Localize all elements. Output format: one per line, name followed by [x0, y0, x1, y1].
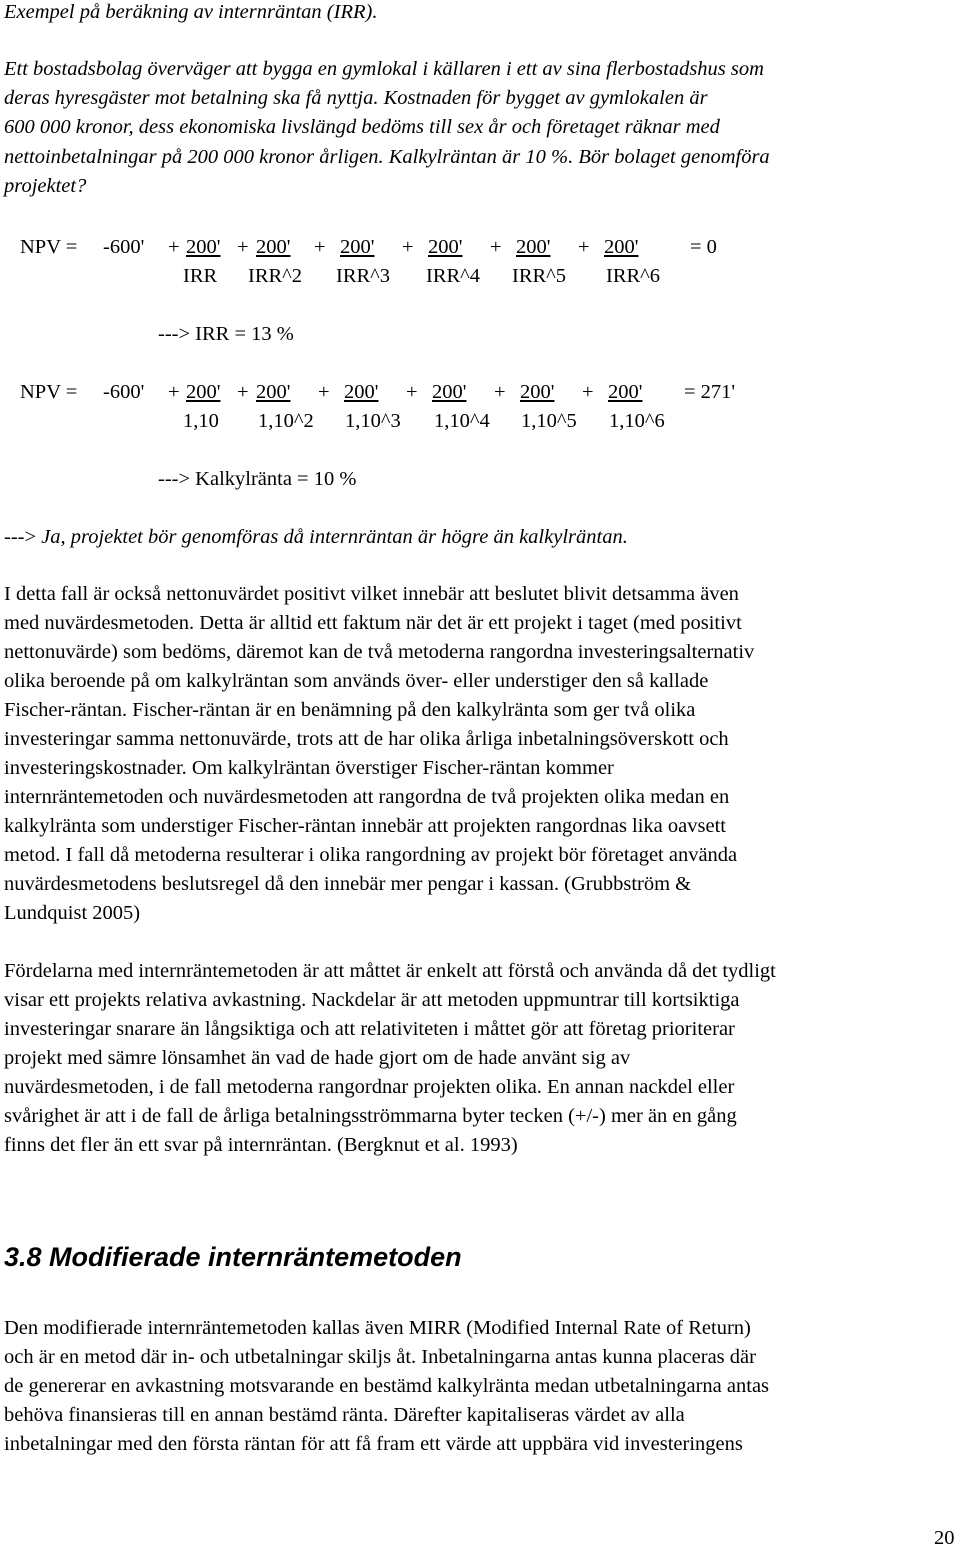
plus-sign: +: [237, 381, 249, 403]
paragraph-line: Lundquist 2005): [4, 902, 141, 924]
paragraph-line: internräntemetoden och nuvärdesmetoden att rangordna de två projekten olika medan en: [4, 786, 730, 808]
discount-denominator: IRR: [183, 265, 218, 287]
paragraph-line: svårighet är att i de fall de årliga betalningsströmmarna byter tecken (+/-) mer än en gång: [4, 1105, 737, 1127]
plus-sign: +: [237, 236, 249, 258]
paragraph-line: inbetalningar med den första räntan för att få fram ett värde att uppbära vid investeringens: [4, 1433, 743, 1455]
paragraph-line: nuvärdesmetoden, i de fall metoderna rangordnar projekten olika. En annan nackdel eller: [4, 1076, 735, 1098]
discount-denominator: 1,10^3: [345, 410, 401, 432]
plus-sign: +: [406, 381, 418, 403]
irr-result: ---> IRR = 13 %: [158, 323, 294, 345]
conclusion: [4, 527, 628, 548]
discount-denominator: 1,10: [183, 410, 219, 432]
plus-sign: +: [168, 236, 180, 258]
cashflow-numerator: 200': [256, 381, 291, 403]
cashflow-numerator: 200': [516, 236, 551, 258]
paragraph-line: finns det fler än ett svar på internräntan. (Bergknut et al. 1993): [4, 1134, 518, 1156]
discount-denominator: IRR^5: [512, 265, 567, 287]
paragraph-line: med nuvärdesmetoden. Detta är alltid ett faktum när det är ett projekt i taget (med positivt: [4, 612, 742, 634]
paragraph-line: metod. I fall då metoderna resulterar i olika rangordning av projekt bör företaget använda: [4, 844, 738, 866]
example-line: 600 000 kronor, dess ekonomiska livslängd bedöms till sex år och företaget räknar med: [4, 116, 720, 138]
initial-outlay: -600': [103, 381, 145, 403]
paragraph-line: kalkylränta som understiger Fischer-räntan innebär att projekten rangordnas lika oavsett: [4, 815, 726, 837]
example-line: nettoinbetalningar på 200 000 kronor årligen. Kalkylräntan är 10 %. Bör bolaget genomföra: [4, 146, 770, 168]
paragraph-line: behöva finansieras till en annan bestämd ränta. Därefter kapitaliseras värdet av alla: [4, 1404, 685, 1426]
paragraph-line: projekt med sämre lönsamhet än vad de hade gjort om de hade använt sig av: [4, 1047, 631, 1069]
cashflow-numerator: 200': [344, 381, 379, 403]
discount-denominator: IRR^3: [336, 265, 391, 287]
equation-result: = 0: [690, 236, 717, 258]
cashflow-numerator: 200': [520, 381, 555, 403]
equation-result: = 271': [684, 381, 736, 403]
discount-denominator: 1,10^4: [434, 410, 490, 432]
paragraph-line: Den modifierade internräntemetoden kallas även MIRR (Modified Internal Rate of Return): [4, 1317, 751, 1339]
plus-sign: +: [490, 236, 502, 258]
paragraph-line: nettonuvärde) som bedöms, däremot kan de två metoderna rangordna investeringsalternativ: [4, 641, 755, 663]
npv-label: NPV =: [20, 236, 78, 258]
paragraph-line: Fördelarna med internräntemetoden är att måttet är enkelt att förstå och använda då det tydligt: [4, 960, 776, 982]
paragraph-line: olika beroende på om kalkylräntan som används över- eller understiger den så kallade: [4, 670, 709, 692]
paragraph-line: investeringskostnader. Om kalkylräntan överstiger Fischer-räntan kommer: [4, 757, 614, 779]
paragraph-line: och är en metod där in- och utbetalningar skiljs åt. Inbetalningarna antas kunna placeras där: [4, 1346, 756, 1368]
plus-sign: +: [318, 381, 330, 403]
example-line: projektet?: [4, 175, 87, 197]
example-line: Ett bostadsbolag överväger att bygga en gymlokal i källaren i ett av sina flerbostadshus som: [4, 58, 764, 80]
cashflow-numerator: 200': [432, 381, 467, 403]
discount-rate-result: ---> Kalkylränta = 10 %: [158, 468, 357, 490]
paragraph-line: de genererar en avkastning motsvarande en bestämd kalkylränta medan utbetalningarna antas: [4, 1375, 770, 1397]
example-title: Exempel på beräkning av internräntan (IRR).: [4, 1, 378, 23]
discount-denominator: IRR^2: [248, 265, 303, 287]
paragraph-line: I detta fall är också nettonuvärdet positivt vilket innebär att beslutet blivit detsamma även: [4, 583, 739, 605]
cashflow-numerator: 200': [186, 381, 221, 403]
cashflow-numerator: 200': [428, 236, 463, 258]
section-heading: 3.8 Modifierade internräntemetoden: [4, 1242, 462, 1272]
discount-denominator: IRR^6: [606, 265, 661, 287]
paragraph-line: nuvärdesmetodens beslutsregel då den innebär mer pengar i kassan. (Grubbström &: [4, 873, 692, 895]
plus-sign: +: [402, 236, 414, 258]
plus-sign: +: [578, 236, 590, 258]
discount-denominator: IRR^4: [426, 265, 481, 287]
initial-outlay: -600': [103, 236, 145, 258]
plus-sign: +: [582, 381, 594, 403]
discount-denominator: 1,10^5: [521, 410, 577, 432]
cashflow-numerator: 200': [608, 381, 643, 403]
plus-sign: +: [168, 381, 180, 403]
conclusion-arrow: --->: [4, 526, 37, 548]
paragraph-line: visar ett projekts relativa avkastning. Nackdelar är att metoden uppmuntrar till kortsiktiga: [4, 989, 740, 1011]
cashflow-numerator: 200': [604, 236, 639, 258]
cashflow-numerator: 200': [186, 236, 221, 258]
plus-sign: +: [314, 236, 326, 258]
page-number: 20: [934, 1527, 955, 1549]
npv-label: NPV =: [20, 381, 78, 403]
paragraph-line: Fischer-räntan. Fischer-räntan är en benämning på den kalkylränta som ger två olika: [4, 699, 696, 721]
discount-denominator: 1,10^6: [609, 410, 665, 432]
cashflow-numerator: 200': [340, 236, 375, 258]
paragraph-line: investeringar samma nettonuvärde, trots att de har olika årliga inbetalningsöverskott och: [4, 728, 729, 750]
paragraph-line: investeringar snarare än långsiktiga och att relativiteten i måttet gör att företag prioriterar: [4, 1018, 735, 1040]
example-line: deras hyresgäster mot betalning ska få nyttja. Kostnaden för bygget av gymlokalen är: [4, 87, 708, 109]
conclusion-text: Ja, projektet bör genomföras då internräntan är högre än kalkylräntan.: [36, 526, 628, 548]
plus-sign: +: [494, 381, 506, 403]
discount-denominator: 1,10^2: [258, 410, 314, 432]
cashflow-numerator: 200': [256, 236, 291, 258]
